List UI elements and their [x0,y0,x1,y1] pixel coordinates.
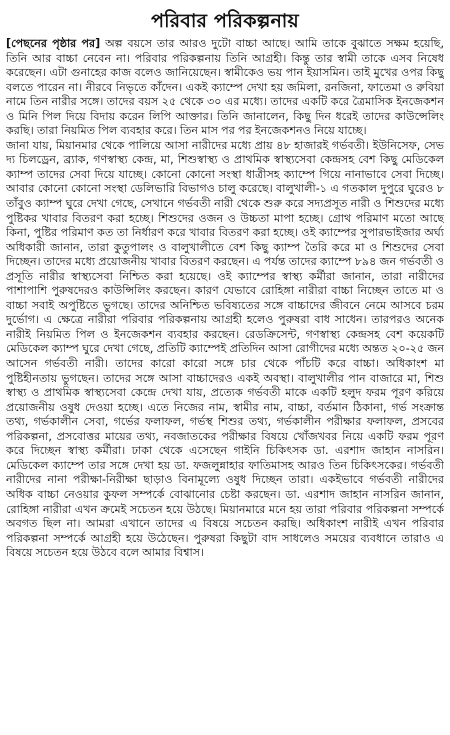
newspaper-article [6,0,444,735]
paragraph-text: অল্প বয়সে তার আরও দুটো বাচ্চা আছে। আমি তাকে বুঝাতে সক্ষম হয়েছি, তিনি আর বাচ্চা নেবেন না। পরিবার পরিকল্পনায় তিনি আগ্রহী। কিন্তু তার স্বামী তাকে এসব নিষেধ করেছেন। এটা গুনাহের কাজ বলেও জানিয়েছেন। স্বামীকেও ভয় পান ইয়াসমিন। তাই মুখের ওপর কিছু বলতে পারেন না। নীরবে নিভৃতে কাঁদেন। একই ক্যাম্পে দেখা হয় জমিলা, রনজিনা, ফাতেমা ও রুবিয়া নামে তিন নারীর সঙ্গে। তাদের বয়স ২৫ থেকে ৩০ এর মধ্যে। তাদের একটি করে ত্রৈমাসিক ইনজেকশন ও মিনি পিল দিয়ে বিদায় করেন লিপি আক্তার। তিনি জানালেন, কিছু দিন ধরেই তাদের কাউন্সেলিং করছি। তারা নিয়মিত পিল ব্যবহার করে। তিন মাস পর পর ইনজেকশনও নিয়ে যাচ্ছে। [6,37,444,138]
article-paragraph-1 [6,37,444,139]
continued-from-label: [পেছনের পৃষ্ঠার পর] [6,37,101,50]
article-headline: পরিবার পরিকল্পনায় [151,10,299,32]
paragraph-text: জানা যায়, মিয়ানমার থেকে পালিয়ে আসা নারীদের মধ্যে প্রায় ৪৮ হাজারই গর্ভবতী। ইউনিসেফ, সেভ দ্য চিলড্রেন, ব্র্যাক, গণস্বাস্থ্য কেন্দ্র, মা, শিশুস্বাস্থ্য ও প্রাথমিক স্বাস্থ্যসেবা কেন্দ্রসহ বেশ কিছু মেডিকেল ক্যাম্প তাদের সেবা দিয়ে যাচ্ছে। কোনো কোনো সংস্থা ধাত্রীসহ ক্যাম্পে গিয়ে নানাভাবে সেবা দিচ্ছে। আবার কোনো কোনো সংস্থা ডেলিভারি বিভাগও চালু করেছে। বালুখালী-১ এ গতকাল দুপুরে ঘুরেও ৮ তাঁবুও ক্যাম্প ঘুরে দেখা গেছে, সেখানে গর্ভবতী নারী থেকে শুরু করে সদ্যপ্রসূত নারী ও শিশুদের মধ্যে পুষ্টিকর খাবার বিতরণ করা হচ্ছে। শিশুদের ওজন ও উচ্চতা মাপা হচ্ছে। গ্রোথ পরিমাণ মতো আছে কিনা, পুষ্টির পরিমাণ কত তা নির্ধারণ করে খাবার বিতরণ করা হচ্ছে। ওই ক্যাম্পের সুপারভাইজার অর্ঘ্য অধিকারী জানান, তারা কুতুপালং ও বালুখালীতে বেশ কিছু ক্যাম্প তৈরি করে মা ও শিশুদের সেবা দিচ্ছেন। তাদের মধ্যে প্রয়োজনীয় খাবার বিতরণ করছেন। এ পর্যন্ত তাদের ক্যাম্পে ৮৯৪ জন গর্ভবতী ও প্রসূতি নারীর স্বাস্থ্যসেবা নিশ্চিত করা হয়েছে। ওই ক্যাম্পের স্বাস্থ্য কর্মীরা জানান, তারা নারীদের পাশাপাশি পুরুষদেরও কাউন্সিলিং করছেন। কারণ যেভাবে রোহিঙ্গা নারীরা বাচ্চা নিচ্ছেন তাতে মা ও বাচ্চা সবাই অপুষ্টিতে ভুগছে। তাদের অনিশ্চিত ভবিষ্যতের সঙ্গে বাচ্চাদের জীবনে নেমে আসবে চরম দুর্ভোগ। এ ক্ষেত্রে নারীরা পরিবার পরিকল্পনায় আগ্রহী হলেও পুরুষরা বাধ সাধেন। তারপরও অনেক নারীই নিয়মিত পিল ও ইনজেকশন ব্যবহার করছেন। রেডক্রিসেন্ট, গণস্বাস্থ্য কেন্দ্রসহ বেশ কয়েকটি মেডিকেল ক্যাম্প ঘুরে দেখা গেছে, প্রতিটি ক্যাম্পেই প্রতিদিন আসা রোগীদের মধ্যে অন্তত ২০-২৫ জন আসেন গর্ভবতী নারী। তাদের কারো কারো সঙ্গে চার থেকে পাঁচটি করে বাচ্চা। অধিকাংশ মা পুষ্টিহীনতায় ভুগছেন। তাদের সঙ্গে আসা বাচ্চাদেরও একই অবস্থা। বালুখালীর পান বাজারে মা, শিশু স্বাস্থ্য ও প্রাথমিক স্বাস্থ্যসেবা কেন্দ্রে দেখা যায়, প্রত্যেক গর্ভবতী মাকে একটি হলুদ ফরম পূরণ করিয়ে প্রয়োজনীয় ওষুধ দেওয়া হচ্ছে। এতে নিজের নাম, স্বামীর নাম, বাচ্চা, বর্তমান ঠিকানা, গর্ভ সংক্রান্ত তথ্য, গর্ভকালীন সেবা, গর্ভের ফলাফল, গর্ভস্থ শিশুর তথ্য, গর্ভকালীন পরীক্ষার ফলাফল, প্রসবের পরিকল্পনা, প্রসবোত্তর মায়ের তথ্য, নবজাতকের পরীক্ষার বিষয়ে খোঁজখবর নিয়ে একটি ফরম পূরণ করে দিচ্ছেন স্বাস্থ্য কর্মীরা। ঢাকা থেকে এসেছেন গাইনি চিকিৎসক ডা. এরশাদ জাহান নাসরিন। মেডিকেল ক্যাম্পে তার সঙ্গে দেখা হয় ডা. ফজলুন্নাহার ফাতিমাসহ আরও তিন চিকিৎসকের। গর্ভবতী নারীদের নানা পরীক্ষা-নিরীক্ষা ছাড়াও বিনামূল্যে ওষুধ দিচ্ছেন তারা। একইভাবে গর্ভবতী নারীদের অধিক বাচ্চা নেওয়ার কুফল সম্পর্কে বোঝানোর চেষ্টা করছেন। ডা. এরশাদ জাহান নাসরিন জানান, রোহিঙ্গা নারীরা এখন ক্রমেই সচেতন হয়ে উঠছে। মিয়ানমারে মনে হয় তারা পরিবার পরিকল্পনা সম্পর্কে অবগত ছিল না। আমরা এখানে তাদের এ বিষয়ে সচেতন করছি। অধিকাংশ নারীই এখন পরিবার পরিকল্পনা সম্পর্কে আগ্রহী হয়ে উঠেছেন। পুরুষরা কিছুটা বাদ সাধলেও সময়ের ব্যবধানে তারাও এ বিষয়ে সচেতন হয়ে উঠবে বলে আমার বিশ্বাস। [6,138,444,560]
article-paragraph-2 [6,139,444,561]
article-body [6,37,444,732]
